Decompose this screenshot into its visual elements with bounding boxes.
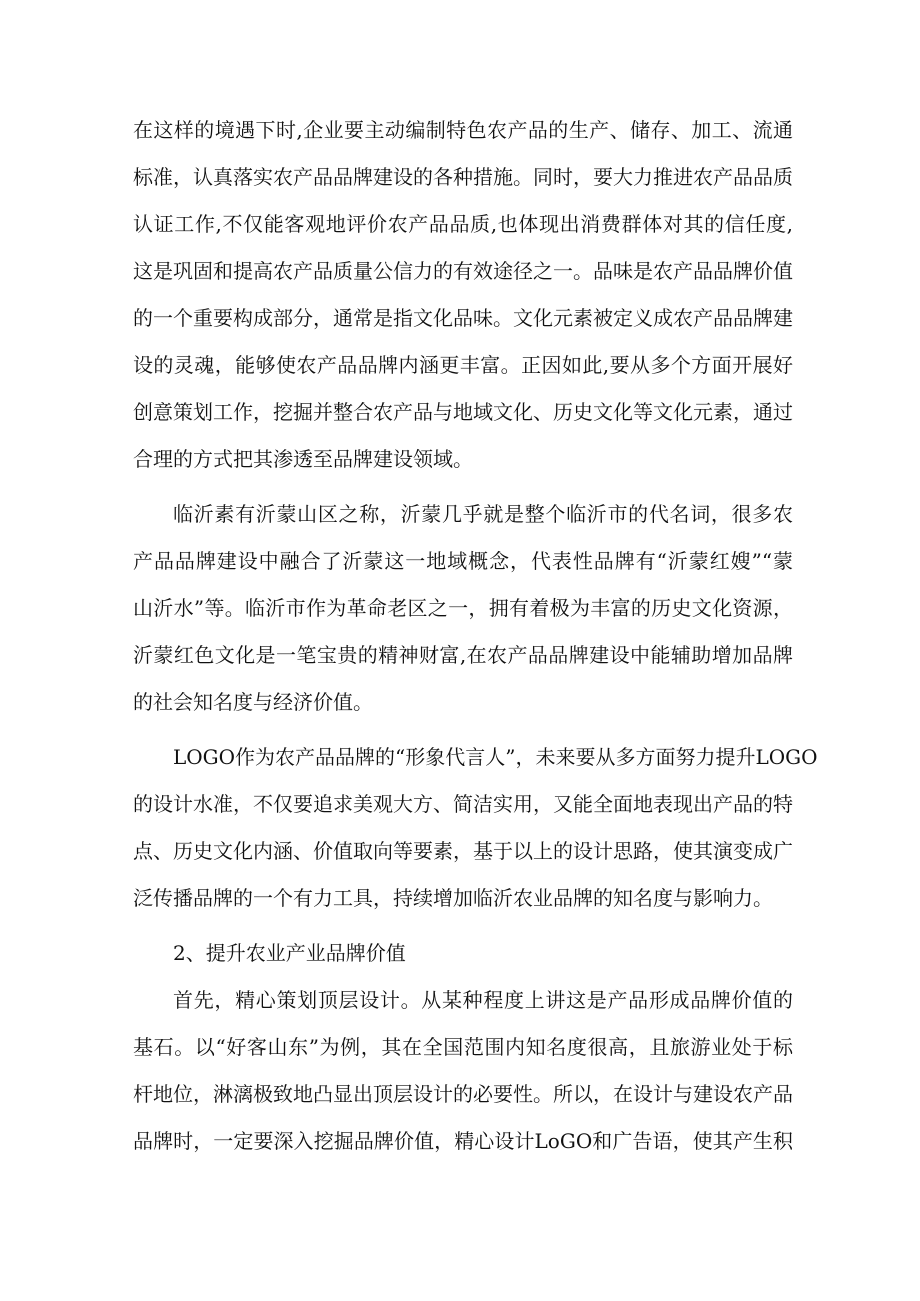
text-line: 点、历史文化内涵、价值取向等要素，基于以上的设计思路，使其演变成广 <box>133 839 793 863</box>
document-body <box>133 107 818 1165</box>
text-line: 创意策划工作，挖掘并整合农产品与地域文化、历史文化等文化元素，通过 <box>133 400 793 424</box>
text-line: 临沂素有沂蒙山区之称，沂蒙几乎就是整个临沂市的代名词，很多农 <box>173 502 793 526</box>
paragraph-gap <box>133 922 793 930</box>
text-line: 在这样的境遇下时,企业要主动编制特色农产品的生产、储存、加工、流通 <box>133 118 793 142</box>
paragraph <box>133 734 818 922</box>
text-line: 合理的方式把其渗透至品牌建设领域。 <box>133 447 473 471</box>
text-line: 山沂水”等。临沂市作为革命老区之一，拥有着极为丰富的历史文化资源， <box>133 596 793 620</box>
text-line: 杆地位，淋漓极致地凸显出顶层设计的必要性。所以，在设计与建设农产品 <box>133 1082 793 1106</box>
paragraph <box>133 107 793 483</box>
text-line: 设的灵魂，能够使农产品品牌内涵更丰富。正因如此,要从多个方面开展好 <box>133 353 793 377</box>
text-line: 认证工作,不仅能客观地评价农产品品质,也体现出消费群体对其的信任度, <box>133 212 793 236</box>
text-line: 的社会知名度与经济价值。 <box>133 690 373 714</box>
text-line: 的设计水准，不仅要追求美观大方、简洁实用，又能全面地表现出产品的特 <box>133 792 793 816</box>
text-line: 首先，精心策划顶层设计。从某种程度上讲这是产品形成品牌价值的 <box>173 988 793 1012</box>
text-line: 产品品牌建设中融合了沂蒙这一地域概念，代表性品牌有“沂蒙红嫂”“蒙 <box>133 549 793 573</box>
paragraph <box>133 491 793 726</box>
text-line: 这是巩固和提高农产品质量公信力的有效途径之一。品味是农产品品牌价值 <box>133 259 793 283</box>
section-heading <box>133 930 793 977</box>
text-line: LOGO作为农产品品牌的“形象代言人”，未来要从多方面努力提升LOGO <box>173 745 818 769</box>
paragraph-gap <box>133 483 793 491</box>
heading-text: 2、提升农业产业品牌价值 <box>173 941 406 965</box>
text-line: 的一个重要构成部分，通常是指文化品味。文化元素被定义成农产品品牌建 <box>133 306 793 330</box>
text-line: 品牌时，一定要深入挖掘品牌价值，精心设计LoGO和广告语，使其产生积 <box>133 1129 793 1153</box>
text-line: 基石。以“好客山东”为例，其在全国范围内知名度很高，且旅游业处于标 <box>133 1035 793 1059</box>
text-line: 泛传播品牌的一个有力工具，持续增加临沂农业品牌的知名度与影响力。 <box>133 886 773 910</box>
text-line: 沂蒙红色文化是一笔宝贵的精神财富,在农产品品牌建设中能辅助增加品牌 <box>133 643 793 667</box>
paragraph <box>133 977 793 1165</box>
paragraph-gap <box>133 726 793 734</box>
text-line: 标准，认真落实农产品品牌建设的各种措施。同时，要大力推进农产品品质 <box>133 165 793 189</box>
